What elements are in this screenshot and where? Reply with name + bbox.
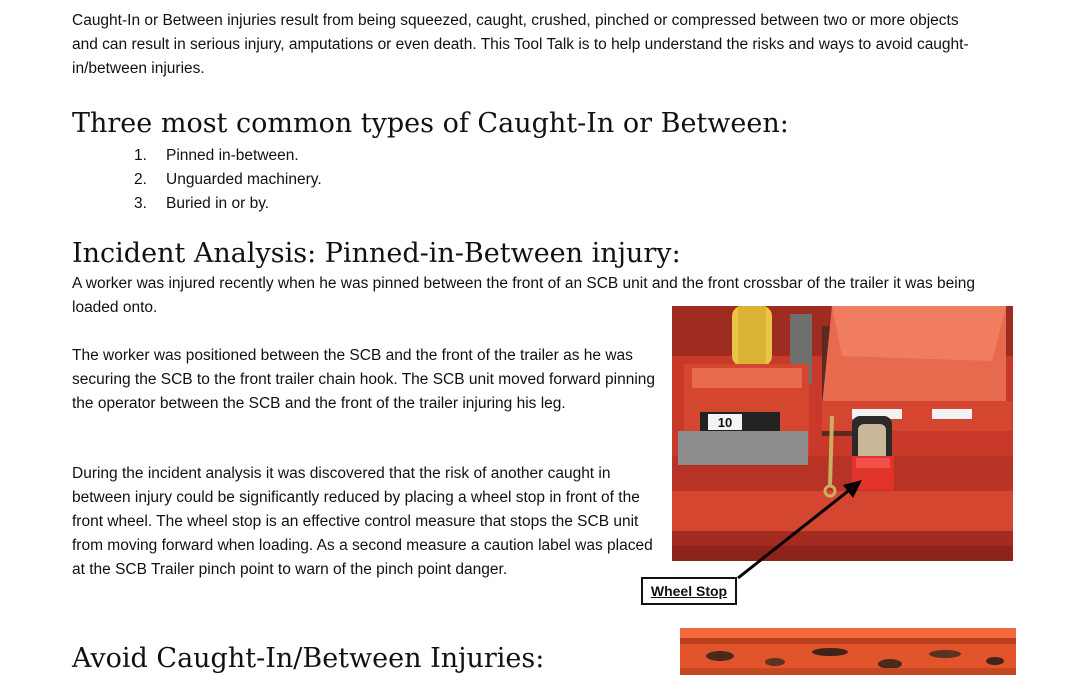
analysis-heading: Incident Analysis: Pinned-in-Between injury: bbox=[72, 238, 681, 269]
analysis-paragraph-3: During the incident analysis it was discovered that the risk of another caught in between injury could be significantly reduced by placing a wheel stop in front of the front wheel. The wheel stop is an effective control measure that stops the SCB unit from moving forward when loading. As a second measure a caution label was placed at the SCB Trailer pinch point to warn of the pinch point danger. bbox=[72, 465, 653, 578]
list-item: 3. Buried in or by. bbox=[134, 195, 270, 212]
photo-number-label: 10 bbox=[717, 415, 733, 430]
analysis-paragraph-1: A worker was injured recently when he was pinned between the front of an SCB unit and the front crossbar of the trailer it was being loaded onto. bbox=[72, 275, 975, 316]
analysis-paragraph-2: The worker was positioned between the SCB and the front of the trailer as he was securing the SCB to the front trailer chain hook. The SCB unit moved forward pinning the operator between the SCB and the front of the trailer injuring his leg. bbox=[72, 347, 655, 412]
trailer-surface-photo bbox=[680, 628, 1016, 675]
list-item: 2. Unguarded machinery. bbox=[134, 171, 322, 188]
types-list bbox=[134, 144, 322, 216]
intro-paragraph: Caught-In or Between injuries result from being squeezed, caught, crushed, pinched or compressed between two or more objects and can result in serious injury, amputations or even death. This Tool Talk is to help understand the risks and ways to avoid caught-in/between injuries. bbox=[72, 12, 969, 77]
callout-arrow bbox=[730, 470, 870, 585]
types-heading: Three most common types of Caught-In or Between: bbox=[72, 108, 789, 139]
trailer-surface-illustration bbox=[680, 628, 1016, 675]
wheel-stop-callout: Wheel Stop bbox=[641, 577, 737, 605]
avoid-heading: Avoid Caught-In/Between Injuries: bbox=[72, 643, 545, 674]
list-item: 1. Pinned in-between. bbox=[134, 147, 299, 164]
